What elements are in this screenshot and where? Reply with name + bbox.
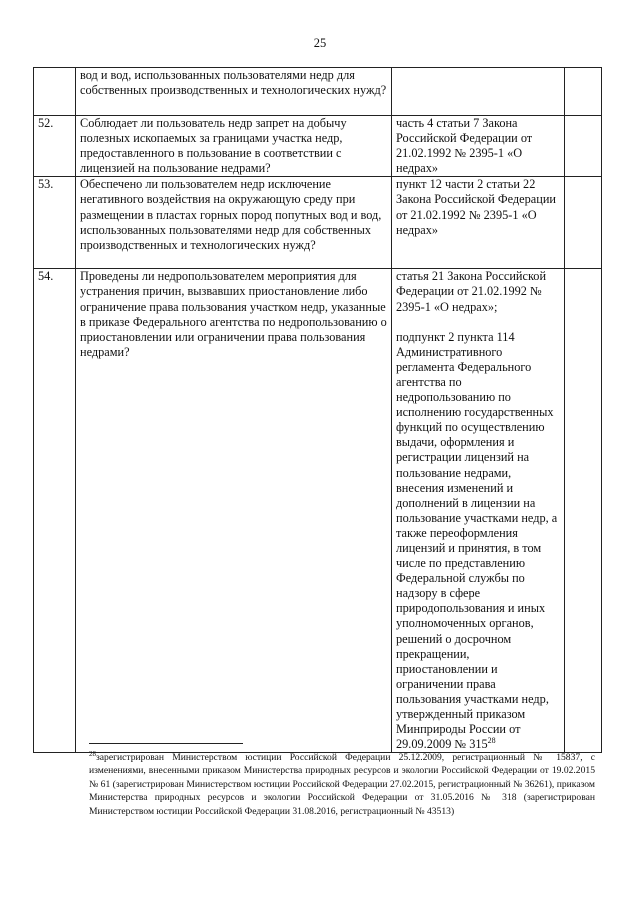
footnote-mark: 28 xyxy=(89,749,96,758)
footnote-reference: 28 xyxy=(487,736,496,746)
footnote-separator xyxy=(89,743,243,744)
row-question: Проведены ли недропользователем мероприятия для устранения причин, вызвавших приостановление либо ограничение права пользования участком недр, указанные в приказе Федерального агентства по недропользованию о приостановлении или ограничении права пользования недрами? xyxy=(76,269,392,753)
table-row xyxy=(34,68,602,116)
row-number: 54. xyxy=(34,269,76,753)
footnote-text: зарегистрирован Министерством юстиции Российской Федерации 25.12.2009, регистрационный № 15837, с изменениями, внесенными приказом Министерства природных ресурсов и экологии Российской Федерации от 19.02.2015 № 61 (зарегистрирован Министерством юстиции Российской Федерации 27.02.2015, регистрационный № 36261), приказом Министерства природных ресурсов и экологии Российской Федерации от 31.05.2016 № 318 (зарегистрирован Министерством юстиции Российской Федерации 31.08.2016, регистрационный № 43513) xyxy=(89,752,595,817)
row-legal-basis xyxy=(392,269,565,753)
page-number: 25 xyxy=(313,36,327,50)
row-number: 53. xyxy=(34,177,76,269)
row-legal-basis: часть 4 статьи 7 Закона Российской Федерации от 21.02.1992 № 2395-1 «О недрах» xyxy=(392,116,565,177)
table-row xyxy=(34,269,602,753)
table-row xyxy=(34,116,602,177)
requirements-table xyxy=(33,67,602,753)
row-answer xyxy=(565,177,602,269)
row-number xyxy=(34,68,76,116)
table-row xyxy=(34,177,602,269)
row-legal-basis xyxy=(392,68,565,116)
row-question: Соблюдает ли пользователь недр запрет на добычу полезных ископаемых за границами участка недр, предоставленного в пользование в соответствии с лицензией на пользование недрами? xyxy=(76,116,392,177)
row-legal-basis: пункт 12 части 2 статьи 22 Закона Российской Федерации от 21.02.1992 № 2395-1 «О недрах» xyxy=(392,177,565,269)
row-answer xyxy=(565,68,602,116)
row-answer xyxy=(565,116,602,177)
legal-basis-item: статья 21 Закона Российской Федерации от 21.02.1992 № 2395-1 «О недрах»; xyxy=(396,269,547,314)
footnote xyxy=(89,751,595,818)
row-question: вод и вод, использованных пользователями недр для собственных производственных и технологических нужд? xyxy=(76,68,392,116)
row-question: Обеспечено ли пользователем недр исключение негативного воздействия на окружающую среду при размещении в пластах горных пород попутных вод и вод, использованных пользователями недр для собственных производственных и технологических нужд? xyxy=(76,177,392,269)
legal-basis-item: подпункт 2 пункта 114 Административного регламента Федерального агентства по недропользованию по исполнению государственных функций по осуществлению выдачи, оформления и регистрации лицензий на пользование недрами, внесения изменений и дополнений в лицензии на пользование участками недр, а также переоформления лицензий и принятия, в том числе по представлению Федеральной службы по надзору в сфере природопользования и иных уполномоченных органов, решений о досрочном прекращении, приостановлении и ограничении права пользования участками недр, утвержденный приказом Минприроды России от 29.09.2009 № 315 xyxy=(396,329,558,752)
row-answer xyxy=(565,269,602,753)
row-number: 52. xyxy=(34,116,76,177)
